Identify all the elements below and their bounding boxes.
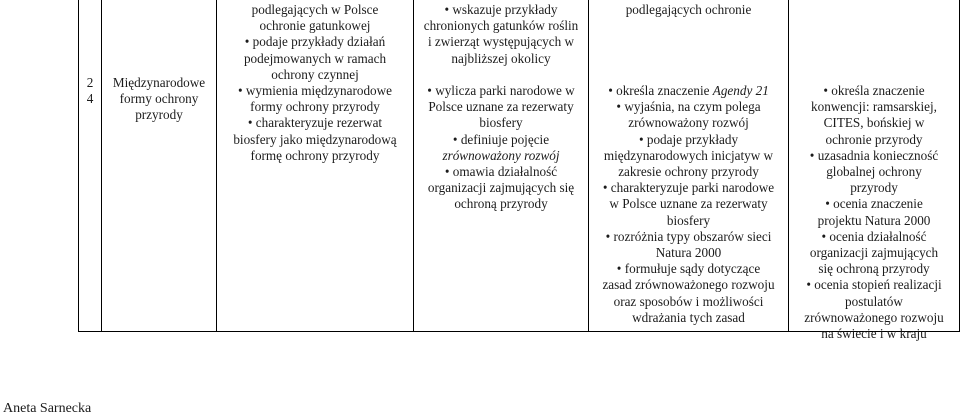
lesson-number-line: 4 <box>86 91 94 107</box>
table-border-left <box>78 0 79 332</box>
topic-cell <box>102 75 216 124</box>
requirement-line: • ocenia działalność <box>821 228 927 244</box>
blank-line <box>589 67 788 83</box>
requirement-line: • ocenia znaczenie <box>825 196 923 212</box>
requirement-line: chronionych gatunków roślin <box>423 18 579 34</box>
requirement-line: • wskazuje przykłady <box>444 2 558 17</box>
requirement-line: • ocenia stopień realizacji <box>806 277 942 293</box>
requirement-line: • rozróżnia typy obszarów sieci <box>605 228 772 244</box>
requirement-line: • formułuje sądy dotyczące <box>616 261 761 277</box>
requirement-line: • podaje przykłady <box>638 131 739 147</box>
blank-line <box>589 51 788 67</box>
requirement-line: najbliższej okolicy <box>451 50 551 66</box>
requirement-line: wdrażania tych zasad <box>632 309 745 325</box>
requirement-line: zrównoważony rozwój <box>628 115 749 131</box>
requirement-line: • wylicza parki narodowe w <box>427 83 575 98</box>
requirement-line: • definiuje pojęcie <box>452 131 550 147</box>
requirement-text: • określa znaczenie Agendy 21 <box>608 82 769 98</box>
italic-term: Agendy 21 <box>712 82 769 98</box>
requirement-line: międzynarodowych inicjatyw w <box>603 147 774 163</box>
requirement-line: organizacji zajmujących <box>809 244 939 260</box>
blank-line <box>789 2 959 18</box>
requirement-line: biosfery jako międzynarodową <box>233 131 397 147</box>
requirements-cell-col1 <box>217 2 413 164</box>
requirement-line: CITES, bońskiej w <box>823 115 925 131</box>
requirement-line: • omawia działalność <box>444 164 558 180</box>
column-divider <box>101 0 102 332</box>
requirement-line: • określa znaczenie <box>823 82 925 98</box>
requirement-line: oraz sposobów i możliwości <box>613 293 764 309</box>
requirement-line: • wymienia międzynarodowe <box>237 83 393 99</box>
requirement-line: ochronie przyrody <box>825 131 923 147</box>
requirement-line: ochronie gatunkowej <box>259 18 371 34</box>
requirement-line: zrównoważonego rozwoju <box>804 309 944 325</box>
requirement-line: globalnej ochrony <box>826 163 922 179</box>
requirement-line: ochrony czynnej <box>271 66 359 82</box>
lesson-number-line: 2 <box>86 75 94 90</box>
requirement-line: Polsce uznane za rezerwaty <box>428 99 574 115</box>
requirement-line: zakresie ochrony przyrody <box>618 163 759 179</box>
requirements-cell-col4 <box>789 2 959 342</box>
requirement-line: podlegających w Polsce <box>251 2 379 17</box>
requirement-line: w Polsce uznane za rezerwaty <box>609 196 768 212</box>
blank-line <box>414 67 588 83</box>
requirement-line: • podaje przykłady działań <box>244 34 386 50</box>
requirement-line: formę ochrony przyrody <box>250 147 380 163</box>
topic-line: Międzynarodowe <box>112 75 206 90</box>
blank-line <box>789 34 959 50</box>
requirement-line: na świecie i w kraju <box>821 325 927 341</box>
requirement-line: • charakteryzuje parki narodowe <box>602 180 775 196</box>
author-name: Aneta Sarnecka <box>3 401 92 416</box>
requirement-line: postulatów <box>845 293 903 309</box>
requirement-line: • wyjaśnia, na czym polega <box>616 99 761 115</box>
requirement-line: biosfery <box>666 212 711 228</box>
blank-line <box>789 51 959 67</box>
requirement-line: Natura 2000 <box>655 244 722 260</box>
blank-line <box>789 18 959 34</box>
requirement-line: przyrody <box>850 180 898 196</box>
topic-line: przyrody <box>135 107 183 123</box>
requirement-line: konwencji: ramsarskiej, <box>811 99 937 115</box>
requirement-line: organizacji zajmujących się <box>427 180 575 196</box>
requirement-line: • uzasadnia konieczność <box>809 147 939 163</box>
requirement-line: zrównoważony rozwój <box>442 147 560 163</box>
requirement-line: podlegających ochronie <box>625 2 752 17</box>
requirement-line: zasad zrównoważonego rozwoju <box>602 277 775 293</box>
requirement-line: projektu Natura 2000 <box>817 212 931 228</box>
requirement-line: podejmowanych w ramach <box>243 50 387 66</box>
requirement-line <box>589 83 788 99</box>
requirement-line: się ochroną przyrody <box>818 261 930 277</box>
topic-line: formy ochrony <box>119 91 199 107</box>
requirement-line: biosfery <box>479 115 523 131</box>
requirement-line: • charakteryzuje rezerwat <box>247 115 383 131</box>
requirement-line: formy ochrony przyrody <box>250 99 380 115</box>
requirements-cell-col2 <box>414 2 588 213</box>
lesson-number-cell <box>80 75 100 107</box>
requirements-cell-col3 <box>589 2 788 326</box>
requirement-line: ochroną przyrody <box>454 196 548 212</box>
blank-line <box>789 67 959 83</box>
blank-line <box>589 34 788 50</box>
requirement-line: i zwierząt występujących w <box>427 34 575 50</box>
blank-line <box>589 18 788 34</box>
